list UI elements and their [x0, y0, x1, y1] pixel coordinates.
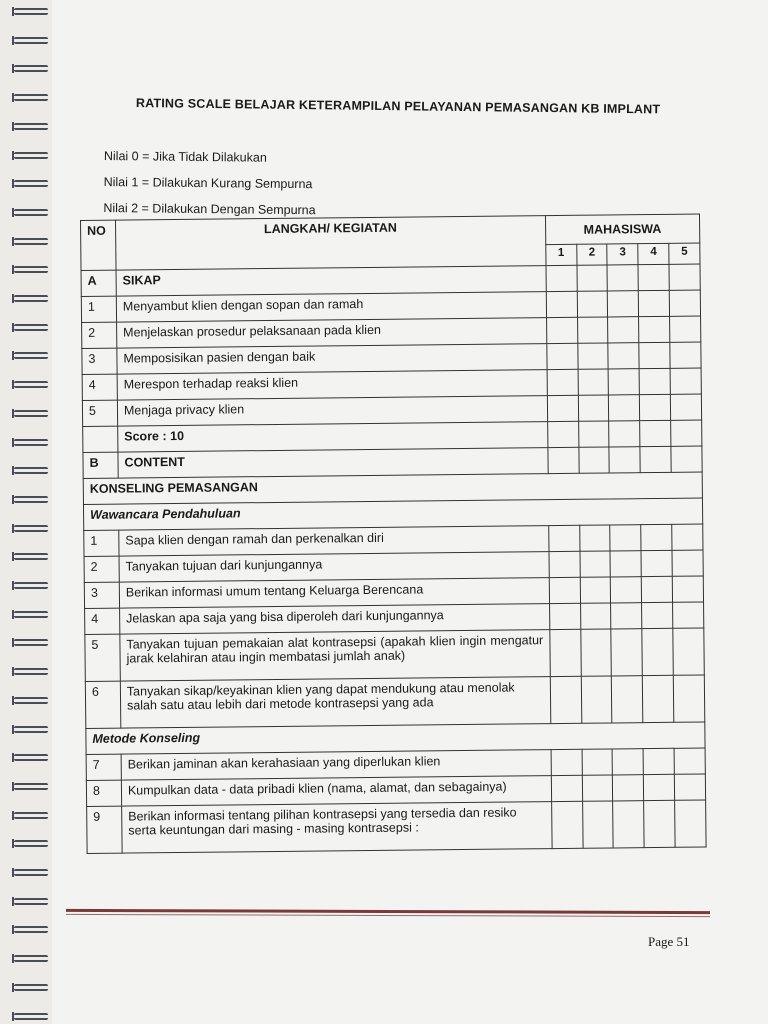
score-cell[interactable] — [609, 421, 640, 447]
score-cell[interactable] — [578, 369, 609, 395]
score-cell[interactable] — [577, 265, 608, 291]
item-number: 3 — [82, 348, 117, 374]
item-text: Berikan jaminan akan kerahasiaan yang diperlukan klien — [121, 750, 551, 780]
student-number: 3 — [607, 244, 638, 265]
binding-coil — [14, 439, 48, 446]
score-cell[interactable] — [577, 291, 608, 317]
score-cell[interactable] — [612, 676, 643, 723]
item-text: Berikan informasi umum tentang Keluarga Berencana — [119, 578, 549, 608]
item-number: 5 — [85, 634, 120, 681]
binding-coil — [14, 812, 48, 819]
binding-coil — [14, 94, 48, 101]
binding-coil — [14, 180, 48, 187]
score-cell[interactable] — [642, 628, 673, 675]
student-number: 5 — [669, 243, 700, 264]
score-cell[interactable] — [549, 551, 580, 577]
score-cell[interactable] — [644, 800, 675, 847]
binding-coil — [14, 381, 48, 388]
score-cell[interactable] — [550, 676, 581, 723]
score-cell[interactable] — [607, 265, 638, 291]
score-cell[interactable] — [674, 774, 705, 800]
score-cell[interactable] — [580, 551, 611, 577]
binding-coil — [14, 553, 48, 560]
column-header-no: NO — [81, 220, 116, 270]
score-cell[interactable] — [547, 421, 578, 447]
item-number: 4 — [82, 374, 117, 400]
score-legend — [103, 147, 316, 227]
score-cell[interactable] — [578, 421, 609, 447]
score-cell[interactable] — [609, 395, 640, 421]
score-cell[interactable] — [671, 420, 702, 446]
score-cell[interactable] — [642, 602, 673, 628]
score-cell[interactable] — [550, 629, 581, 676]
binding-coil — [14, 1013, 48, 1020]
item-text: Kumpulkan data - data pribadi klien (nama, alamat, dan sebagainya) — [121, 776, 551, 806]
item-text: Berikan informasi tentang pilihan kontrasepsi yang tersedia dan resiko serta keuntungan dari masing - masing kontrasepsi : — [122, 802, 552, 853]
score-cell[interactable] — [582, 775, 613, 801]
score-cell[interactable] — [669, 264, 700, 290]
item-number: 9 — [87, 806, 122, 853]
score-cell[interactable] — [547, 369, 578, 395]
item-number: 6 — [85, 681, 120, 728]
score-cell[interactable] — [608, 343, 639, 369]
score-cell[interactable] — [640, 394, 671, 420]
document-title: RATING SCALE BELAJAR KETERAMPILAN PELAYANAN PEMASANGAN KB IMPLANT — [135, 96, 661, 117]
section-code: B — [83, 452, 118, 478]
score-cell[interactable] — [609, 447, 640, 473]
score-cell[interactable] — [672, 524, 703, 550]
rating-table-container — [80, 214, 707, 854]
score-cell[interactable] — [641, 524, 672, 550]
legend-item: Nilai 0 = Jika Tidak Dilakukan — [103, 148, 267, 165]
binding-coil — [14, 65, 48, 72]
binding-coil — [14, 668, 48, 675]
table-row — [87, 800, 706, 853]
item-number: 3 — [84, 582, 119, 608]
score-cell[interactable] — [549, 577, 580, 603]
score-cell[interactable] — [674, 748, 705, 774]
student-number: 4 — [638, 243, 669, 264]
score-cell[interactable] — [613, 775, 644, 801]
score-cell[interactable] — [672, 576, 703, 602]
binding-coil — [14, 697, 48, 704]
score-cell[interactable] — [577, 343, 608, 369]
binding-coil — [14, 840, 48, 847]
student-number: 2 — [576, 244, 607, 265]
binding-coil — [14, 754, 48, 761]
score-cell[interactable] — [580, 603, 611, 629]
score-cell[interactable] — [580, 577, 611, 603]
binding-coil — [14, 984, 48, 991]
binding-coil — [14, 926, 48, 933]
item-number: 2 — [82, 322, 117, 348]
item-text: Menyambut klien dengan sopan dan ramah — [116, 292, 546, 322]
score-cell[interactable] — [578, 395, 609, 421]
score-cell[interactable] — [673, 675, 704, 722]
binding-coil — [14, 783, 48, 790]
score-cell[interactable] — [547, 395, 578, 421]
score-cell[interactable] — [582, 749, 613, 775]
item-number: 4 — [85, 608, 120, 634]
score-cell[interactable] — [670, 316, 701, 342]
binding-coil — [14, 898, 48, 905]
score-cell[interactable] — [581, 676, 612, 723]
score-cell[interactable] — [551, 775, 582, 801]
score-cell[interactable] — [608, 291, 639, 317]
item-number: 5 — [82, 400, 117, 426]
item-number: 1 — [81, 296, 116, 322]
item-text: Tanyakan tujuan pemakaian alat kontrasepsi (apakah klien ingin mengatur jarak kelahiran atau ingin membatasi jumlah anak) — [120, 630, 550, 681]
page-number: Page 51 — [648, 934, 690, 949]
score-cell[interactable] — [611, 629, 642, 676]
binding-coil — [14, 37, 48, 44]
score-cell[interactable] — [643, 748, 674, 774]
score-cell[interactable] — [642, 576, 673, 602]
score-cell[interactable] — [673, 628, 704, 675]
binding-coil — [14, 639, 48, 646]
score-cell[interactable] — [673, 602, 704, 628]
binding-coil — [14, 352, 48, 359]
score-cell[interactable] — [670, 342, 701, 368]
binding-coil — [14, 209, 48, 216]
score-cell[interactable] — [671, 446, 702, 472]
empty-cell — [83, 426, 118, 452]
table-row — [85, 628, 704, 681]
score-cell[interactable] — [582, 801, 613, 848]
score-cell[interactable] — [670, 394, 701, 420]
score-cell[interactable] — [548, 525, 579, 551]
binding-coil — [14, 467, 48, 474]
binding-coil — [14, 611, 48, 618]
score-cell[interactable] — [640, 446, 671, 472]
item-text: Merespon terhadap reaksi klien — [117, 370, 547, 400]
binding-coil — [14, 496, 48, 503]
score-cell[interactable] — [644, 774, 675, 800]
score-cell[interactable] — [546, 317, 577, 343]
student-number: 1 — [546, 244, 577, 265]
score-cell[interactable] — [548, 447, 579, 473]
score-cell[interactable] — [611, 577, 642, 603]
score-cell[interactable] — [547, 343, 578, 369]
binding-coil — [14, 869, 48, 876]
binding-coil — [14, 8, 48, 15]
score-cell[interactable] — [546, 265, 577, 291]
score-cell[interactable] — [639, 342, 670, 368]
binding-coil — [14, 726, 48, 733]
binding-coil — [14, 295, 48, 302]
score-cell[interactable] — [639, 290, 670, 316]
score-cell[interactable] — [551, 749, 582, 775]
score-cell[interactable] — [640, 420, 671, 446]
score-cell[interactable] — [577, 317, 608, 343]
section-label: CONTENT — [118, 448, 548, 478]
section-code: A — [81, 270, 116, 296]
item-text: Sapa klien dengan ramah dan perkenalkan diri — [119, 526, 549, 556]
score-label: Score : 10 — [118, 422, 548, 452]
score-cell[interactable] — [670, 368, 701, 394]
score-cell[interactable] — [641, 550, 672, 576]
binding-coil — [14, 955, 48, 962]
item-text: Menjelaskan prosedur pelaksanaan pada klien — [117, 318, 547, 348]
binding-coil — [14, 324, 48, 331]
score-cell[interactable] — [638, 264, 669, 290]
binding-coil — [14, 123, 48, 130]
score-cell[interactable] — [613, 749, 644, 775]
item-text: Memposisikan pasien dengan baik — [117, 344, 547, 374]
score-cell[interactable] — [643, 675, 674, 722]
score-cell[interactable] — [579, 525, 610, 551]
legend-item: Nilai 1 = Dilakukan Kurang Sempurna — [103, 174, 313, 192]
column-header-step: LANGKAH/ KEGIATAN — [115, 216, 545, 270]
binding-coil — [14, 266, 48, 273]
item-text: Menjaga privacy klien — [117, 396, 547, 426]
konseling-heading: KONSELING PEMASANGAN — [83, 472, 702, 504]
score-cell[interactable] — [672, 550, 703, 576]
binding-coil — [14, 238, 48, 245]
table-row — [85, 675, 704, 728]
score-cell[interactable] — [549, 603, 580, 629]
wawancara-heading: Wawancara Pendahuluan — [83, 498, 702, 530]
binding-coil — [14, 582, 48, 589]
item-number: 8 — [86, 780, 121, 806]
metode-heading: Metode Konseling — [86, 722, 705, 754]
binding-coil — [14, 410, 48, 417]
score-cell[interactable] — [613, 801, 644, 848]
score-cell[interactable] — [609, 369, 640, 395]
score-cell[interactable] — [675, 800, 706, 847]
legend-item: Nilai 2 = Dilakukan Dengan Sempurna — [103, 200, 316, 218]
score-cell[interactable] — [610, 551, 641, 577]
score-cell[interactable] — [608, 317, 639, 343]
score-cell[interactable] — [639, 368, 670, 394]
spiral-binding — [0, 0, 52, 1024]
item-text: Tanyakan sikap/keyakinan klien yang dapat mendukung atau menolak salah satu atau lebih dari metode kontrasepsi yang ada — [120, 677, 550, 728]
score-cell[interactable] — [551, 801, 582, 848]
score-cell[interactable] — [580, 629, 611, 676]
score-cell[interactable] — [610, 525, 641, 551]
footer-rule-thin — [66, 914, 710, 917]
score-cell[interactable] — [579, 447, 610, 473]
binding-coil — [14, 152, 48, 159]
item-number: 7 — [86, 754, 121, 780]
score-cell[interactable] — [639, 316, 670, 342]
column-header-students: MAHASISWA — [545, 214, 700, 245]
item-text: Jelaskan apa saja yang bisa diperoleh dari kunjungannya — [120, 604, 550, 634]
item-text: Tanyakan tujuan dari kunjungannya — [119, 552, 549, 582]
rating-table — [80, 214, 707, 854]
section-label: SIKAP — [116, 266, 546, 296]
item-number: 2 — [84, 556, 119, 582]
score-cell[interactable] — [546, 291, 577, 317]
binding-coil — [14, 525, 48, 532]
item-number: 1 — [84, 530, 119, 556]
score-cell[interactable] — [669, 290, 700, 316]
score-cell[interactable] — [611, 603, 642, 629]
